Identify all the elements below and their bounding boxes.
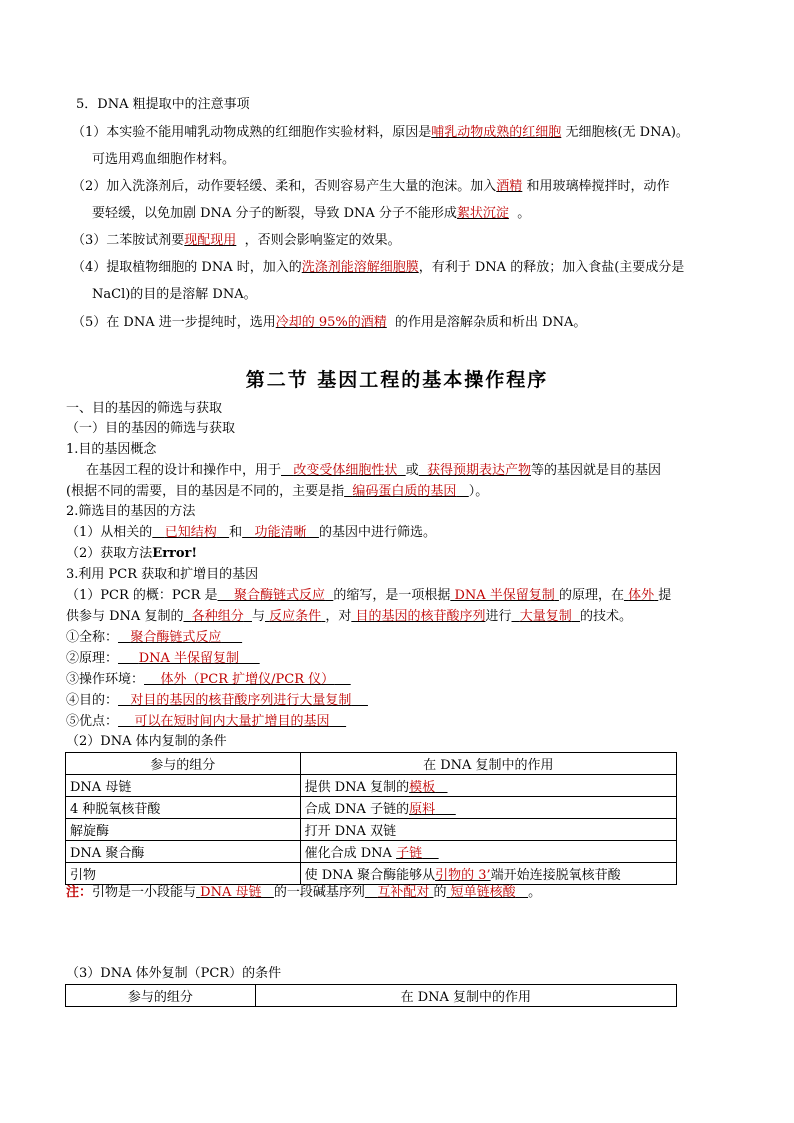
- item-1-answer-text: 聚合酶链式反应: [130, 630, 222, 645]
- pcr2-answer-3-text: 目的基因的核苷酸序列: [355, 609, 486, 624]
- pcr2-answer-1-text: 各种组分: [191, 609, 244, 624]
- cell-answer: [409, 780, 447, 795]
- table-cell: 解旋酶: [66, 819, 301, 841]
- item-3-label: ③操作环境：: [66, 672, 145, 687]
- pcr-answer-2-text: DNA 半保留复制: [454, 588, 555, 603]
- part-heading-5: 3.利用 PCR 获取和扩增目的基因: [66, 567, 259, 582]
- item-2-answer-text: DNA 半保留复制: [138, 651, 240, 666]
- concept-line-2: [66, 483, 488, 501]
- table-row: [66, 797, 677, 819]
- table-header-role: 在 DNA 复制中的作用: [255, 985, 676, 1007]
- screen-2-text: （2）获取方法: [66, 546, 153, 561]
- note-3-text: （3）二苯胺试剂要: [72, 233, 185, 248]
- note-4-cont: NaCl)的目的是溶解 DNA。: [92, 287, 257, 302]
- note-answer-2: [365, 885, 434, 900]
- concept-or: 或: [405, 463, 419, 478]
- item-2-label: ②原理：: [66, 651, 119, 666]
- cell-text-end: 端开始连接脱氧核苷酸: [490, 868, 621, 883]
- cell-answer-text: 子链: [396, 846, 423, 861]
- notes-heading: 5．DNA 粗提取中的注意事项: [76, 97, 250, 112]
- pcr-answer-2: [450, 588, 559, 603]
- table-cell: 打开 DNA 双链: [300, 819, 676, 841]
- cell-text: 使 DNA 聚合酶能够从: [304, 868, 436, 883]
- part-heading-2: （一）目的基因的筛选与获取: [66, 421, 236, 436]
- item-5-answer-text: 可以在短时间内大量扩增目的基因: [134, 714, 330, 729]
- section-title: 第二节 基因工程的基本操作程序: [245, 369, 549, 391]
- cell-text: 提供 DNA 复制的: [304, 780, 410, 795]
- note-5-text-end: 的作用是溶解杂质和析出 DNA。: [395, 315, 587, 330]
- item-4-answer-text: 对目的基因的核苷酸序列进行大量复制: [130, 693, 352, 708]
- table-row: [66, 863, 677, 885]
- concept-line-1: [86, 462, 661, 480]
- pcr2-answer-2-text: 反应条件: [269, 609, 322, 624]
- note-3: [72, 232, 401, 250]
- table-row: [66, 819, 677, 841]
- note-answer-3-text: 短单链核酸: [450, 885, 516, 900]
- part-heading-1: 一、目的基因的筛选与获取: [66, 401, 223, 416]
- table-header-component: 参与的组分: [66, 753, 301, 775]
- note-2-cont: [92, 205, 530, 223]
- note-text-c: 的: [433, 885, 447, 900]
- table-cell: [300, 797, 676, 819]
- table-cell: 引物: [66, 863, 301, 885]
- table-cell: [300, 775, 676, 797]
- pcr-item-2: [66, 650, 260, 668]
- table-cell: [300, 841, 676, 863]
- note-label: 注：: [66, 885, 93, 900]
- concept-text: 在基因工程的设计和操作中，用于: [86, 463, 282, 478]
- concept-answer-3: [344, 484, 469, 499]
- note-text-b: 的一段碱基序列: [273, 885, 365, 900]
- pcr-text-b: 的缩写，是一项根据: [333, 588, 451, 603]
- note-1-answer: 哺乳动物成熟的红细胞: [431, 125, 562, 140]
- note-4-text: （4）提取植物细胞的 DNA 时，加入的: [72, 260, 302, 275]
- pcr-item-3: [66, 671, 351, 689]
- screen-1-and: 和: [229, 525, 243, 540]
- note-4: [72, 259, 684, 277]
- concept-answer-2-text: 获得预期表达产物: [426, 463, 531, 478]
- note-5: [72, 314, 586, 332]
- cell-text: 催化合成 DNA: [304, 846, 397, 861]
- table-header-component: 参与的组分: [66, 985, 256, 1007]
- part-heading-4: 2.筛选目的基因的方法: [66, 504, 196, 519]
- cell-answer-text: 模板: [409, 780, 436, 795]
- concept-2-end: ）。: [468, 484, 489, 499]
- pcr2-answer-4: [512, 609, 581, 624]
- pcr-answer-3-text: 体外: [628, 588, 655, 603]
- note-2-answer: 酒精: [496, 179, 523, 194]
- pcr2-answer-4-text: 大量复制: [519, 609, 572, 624]
- concept-answer-3-text: 编码蛋白质的基因: [352, 484, 457, 499]
- item-1-answer: [118, 630, 242, 645]
- note-2-text: （2）加入洗涤剂后，动作要轻缓、柔和，否则容易产生大量的泡沫。加入: [72, 179, 497, 194]
- pcr-text-d: 提: [658, 588, 672, 603]
- note-answer-2-text: 互补配对: [377, 885, 430, 900]
- table-cell: DNA 聚合酶: [66, 841, 301, 863]
- pcr2-answer-2: [265, 609, 325, 624]
- item-3-answer-text: 体外（PCR 扩增仪/PCR 仪）: [160, 672, 335, 687]
- pcr-answer-1: [218, 588, 334, 603]
- concept-answer-1-text: 改变受体细胞性状: [293, 463, 398, 478]
- pcr2-answer-1: [183, 609, 252, 624]
- item-1-label: ①全称：: [66, 630, 119, 645]
- note-2-text-end: 和用玻璃棒搅拌时，动作: [526, 179, 670, 194]
- concept-answer-2: [419, 463, 531, 478]
- pcr-answer-1-text: 聚合酶链式反应: [234, 588, 326, 603]
- part-heading-3: 1.目的基因概念: [66, 442, 157, 457]
- note-1: [72, 124, 689, 142]
- table-row: [66, 841, 677, 863]
- note-answer-3: [447, 885, 529, 900]
- error-text: Error!: [152, 546, 198, 561]
- note-answer-1-text: DNA 母链: [200, 885, 262, 900]
- item-3-answer: [144, 672, 351, 687]
- note-4-answer: 洗涤剂能溶解细胞膜: [301, 260, 419, 275]
- pcr2-answer-3: [351, 609, 485, 624]
- screen-1-answer-2: [242, 525, 319, 540]
- table-row: [66, 775, 677, 797]
- primer-note: [66, 884, 541, 902]
- note-3-text-end: ，否则会影响鉴定的效果。: [244, 233, 401, 248]
- note-1-text: （1）本实验不能用哺乳动物成熟的红细胞作实验材料，原因是: [72, 125, 432, 140]
- pcr-text-c: 的原理，在: [558, 588, 624, 603]
- screen-1: [66, 524, 436, 542]
- in-vivo-replication-table: [65, 752, 677, 885]
- pcr2-text-e: 的技术。: [580, 609, 633, 624]
- item-2-answer: [118, 651, 260, 666]
- pcr-item-4: [66, 692, 368, 710]
- table-cell: 4 种脱氧核苷酸: [66, 797, 301, 819]
- pcr2-text-a: 供参与 DNA 复制的: [66, 609, 184, 624]
- screen-1-end: 的基因中进行筛选。: [318, 525, 436, 540]
- concept-text-end: 等的基因就是目的基因: [531, 463, 662, 478]
- pcr2-text-b: 与: [252, 609, 266, 624]
- note-4-text-end: ，有利于 DNA 的释放；加入食盐(主要成分是: [418, 260, 685, 275]
- table-header-row: [66, 985, 677, 1007]
- note-5-answer: 冷却的 95%的酒精: [275, 315, 387, 330]
- pcr2-text-d: 进行: [485, 609, 512, 624]
- in-vitro-replication-table: [65, 984, 677, 1007]
- item-5-answer: [118, 714, 346, 729]
- pcr-item-1: [66, 629, 242, 647]
- note-1-text-end: 无细胞核(无 DNA)。: [565, 125, 689, 140]
- cell-answer: [396, 846, 439, 861]
- note-3-answer: 现配现用: [184, 233, 237, 248]
- pcr-item-5: [66, 713, 346, 731]
- note-2: [72, 178, 669, 196]
- screen-1-text: （1）从相关的: [66, 525, 153, 540]
- table2-caption: （3）DNA 体外复制（PCR）的条件: [66, 966, 282, 981]
- cell-answer-text: 原料: [409, 802, 436, 817]
- item-4-label: ④目的：: [66, 693, 119, 708]
- pcr-text-a: （1）PCR 的概：PCR 是: [66, 588, 218, 603]
- cell-answer: 引物的 3’: [435, 868, 491, 883]
- pcr2-text-c: ，对: [325, 609, 352, 624]
- concept-answer-1: [281, 463, 406, 478]
- screen-1-answer-2-text: 功能清晰: [254, 525, 307, 540]
- note-5-text: （5）在 DNA 进一步提纯时，选用: [72, 315, 276, 330]
- cell-answer: [409, 802, 456, 817]
- screen-2: [66, 545, 197, 563]
- table1-caption: （2）DNA 体内复制的条件: [66, 734, 227, 749]
- table-cell: [300, 863, 676, 885]
- screen-1-answer-1-text: 已知结构: [164, 525, 217, 540]
- pcr-concept-2: [66, 608, 632, 626]
- note-text-end: 。: [528, 885, 542, 900]
- screen-1-answer-1: [152, 525, 229, 540]
- pcr-answer-3: [624, 588, 658, 603]
- table-cell: DNA 母链: [66, 775, 301, 797]
- note-text-a: 引物是一小段能与: [92, 885, 197, 900]
- note-answer-1: [196, 885, 274, 900]
- note-2b-answer: 絮状沉淀: [456, 206, 509, 221]
- table-header-row: [66, 753, 677, 775]
- cell-text: 合成 DNA 子链的: [304, 802, 410, 817]
- table-header-role: 在 DNA 复制中的作用: [300, 753, 676, 775]
- note-1-cont: 可选用鸡血细胞作材料。: [92, 152, 236, 167]
- concept-2-text: (根据不同的需要，目的基因是不同的，主要是指: [66, 484, 345, 499]
- note-2b-end: 。: [517, 206, 531, 221]
- item-4-answer: [118, 693, 368, 708]
- item-5-label: ⑤优点：: [66, 714, 119, 729]
- pcr-concept-1: [66, 587, 671, 605]
- note-2b-text: 要轻缓，以免加剧 DNA 分子的断裂，导致 DNA 分子不能形成: [92, 206, 457, 221]
